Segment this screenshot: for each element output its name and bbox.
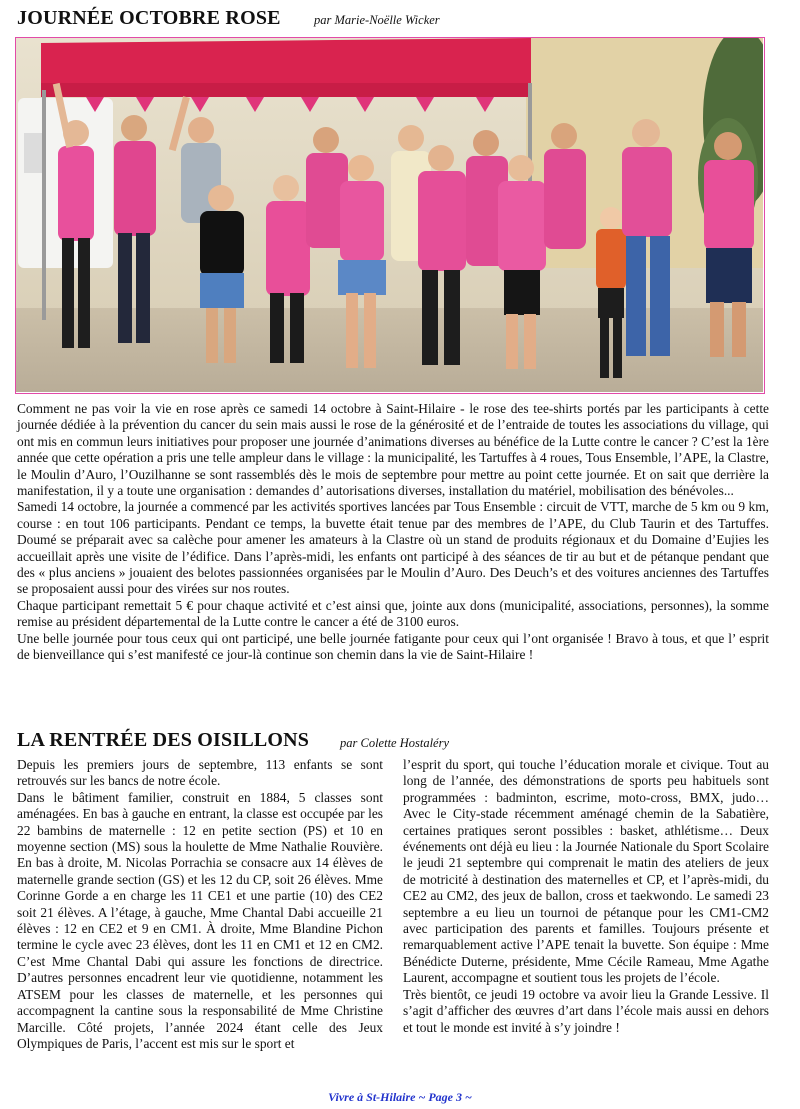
page-footer: Vivre à St-Hilaire ~ Page 3 ~	[328, 1090, 472, 1104]
article-paragraph: Chaque participant remettait 5 € pour chaque activité et c’est ainsi que, jointe aux dons (municipalité, associations, personnes), la somme remise au président départemental de la Lutte contre le cancer a été de 3100 euros.	[17, 597, 769, 630]
article-paragraph: Comment ne pas voir la vie en rose après ce samedi 14 octobre à Saint-Hilaire - le rose des tee-shirts portés par les participants à cette journée dédiée à la prévention du cancer du sein mais aussi le rose de la générosité et de l’entraide de toutes les associations du village, qui ont mis en commun leurs initiatives pour proposer une journée d’animations diverses au bénéfice de la Lutte contre le cancer ? C’est la 1ère année que cette opération a pris une telle ampleur dans le village : la municipalité, les Tartuffes à 4 roues, Tous Ensemble, l’APE, la Clastre, le Moulin d’Auro, l’Ouzilhanne se sont rassemblés dès le mois de septembre pour mettre au point cette journée. Et on sait que derrière la manifestation, il y a toute une organisation : demandes d’ autorisations diverses, installation du matériel, mobilisation des bénévoles...	[17, 401, 769, 499]
article-paragraph: l’esprit du sport, qui touche l’éducation morale et civique. Tout au long de l’année, des démonstrations de sports peu habituels sont programmées : badminton, escrime, moto-cross, BMX, judo… Avec le City-stade récemment aménagé chemin de la Sabatière, certaines pratiques seront possibles : basket, athlétisme… Deux événements ont déjà eu lieu : la Journée Nationale du Sport Scolaire le jeudi 21 septembre qui comprenait le matin des ateliers de jeux de motricité à destination des maternelles et CP, et l’après-midi, du CE2 au CM2, des jeux de ballon, cross et taekwondo. Le samedi 23 septembre a eu lieu un tournoi de pétanque pour les CM1-CM2 avec participation des parents et familles. Toujours présente et remarquablement active l’APE tenait la buvette. Son équipe : Mme Bénédicte Duterne, présidente, Mme Cécile Rameau, Mme Agathe Laurent, accompagne et soutient tous les projets de l’école.	[403, 757, 769, 986]
article-title: JOURNÉE OCTOBRE ROSE	[17, 7, 281, 29]
article-body	[17, 401, 769, 664]
group-photo	[15, 37, 765, 394]
article-paragraph: Dans le bâtiment familier, construit en 1884, 5 classes sont aménagées. En bas à gauche en entrant, la classe est occupée par les 22 bambins de maternelle : 12 en petite section (PS) et 10 en moyenne section (MS) sous la houlette de Mme Nathalie Rouvière. En bas à droite, M. Nicolas Porrachia se consacre aux 14 élèves de maternelle grande section (GS) et les 12 du CP, soit 26 élèves. Mme Corinne Gorde a en charge les 11 CE1 et une partie (10) des CE2 soit 21 élèves. A l’étage, à gauche, Mme Chantal Dabi accueille 21 élèves : 12 en CE2 et 9 en CM1. À droite, Mme Blandine Pichon termine le cycle avec 23 élèves, dont les 11 en CM1 et 12 en CM2. C’est Mme Chantal Dabi qui assure les fonctions de directrice. D’autres personnes encadrent leur vie quotidienne, notamment les ATSEM pour les classes de maternelle, et les personnes qui accompagnent la cantine sous la responsabilité de Mme Christine Marcille. Côté projets, l’année 2024 étant celle des Jeux Olympiques de Paris, l’accent est mis sur le sport et	[17, 789, 383, 1051]
article-column-left	[17, 757, 383, 1052]
article-header	[17, 6, 787, 32]
article-paragraph: Depuis les premiers jours de septembre, 113 enfants se sont retrouvés sur les bancs de notre école.	[17, 757, 383, 789]
article-header	[17, 728, 787, 754]
article-paragraph: Une belle journée pour tous ceux qui ont participé, une belle journée fatigante pour ceux qui l’ont organisée ! Bravo à tous, et que l’ esprit de bienveillance qui s’est manifesté ce jour-là continue son chemin dans la vie de Saint-Hilaire !	[17, 630, 769, 663]
article-byline: par Colette Hostaléry	[340, 736, 450, 750]
article-byline: par Marie-Noëlle Wicker	[314, 13, 440, 27]
article-title: LA RENTRÉE DES OISILLONS	[17, 729, 310, 751]
article-paragraph: Samedi 14 octobre, la journée a commencé par les activités sportives lancées par Tous Ensemble : circuit de VTT, marche de 5 km ou 9 km, course : en tout 106 participants. Pendant ce temps, la buvette était tenue par des membres de l’APE, du Club Taurin et des Tartuffes. Doumé se préparait avec sa calèche pour amener les amateurs à la Clastre où un stand de produits régionaux et du Domaine d’Eujies les accueillait après une visite de l’édifice. Dans l’après-midi, les enfants ont participé à des séances de tir au but et de pétanque pendant que des « plus anciens » jouaient des belotes passionnées organisées par le Moulin d’Auro. Des Deuch’s et des voitures anciennes des Tartuffes se proposaient aussi pour des virées sur nos routes.	[17, 499, 769, 597]
article-paragraph: Très bientôt, ce jeudi 19 octobre va avoir lieu la Grande Lessive. Il s’agit d’afficher des œuvres d’art dans l’école mais aussi en dehors et tout le monde est invité à s’y joindre !	[403, 986, 769, 1035]
group-photo-drawing	[16, 38, 763, 392]
article-column-right	[403, 757, 769, 1036]
